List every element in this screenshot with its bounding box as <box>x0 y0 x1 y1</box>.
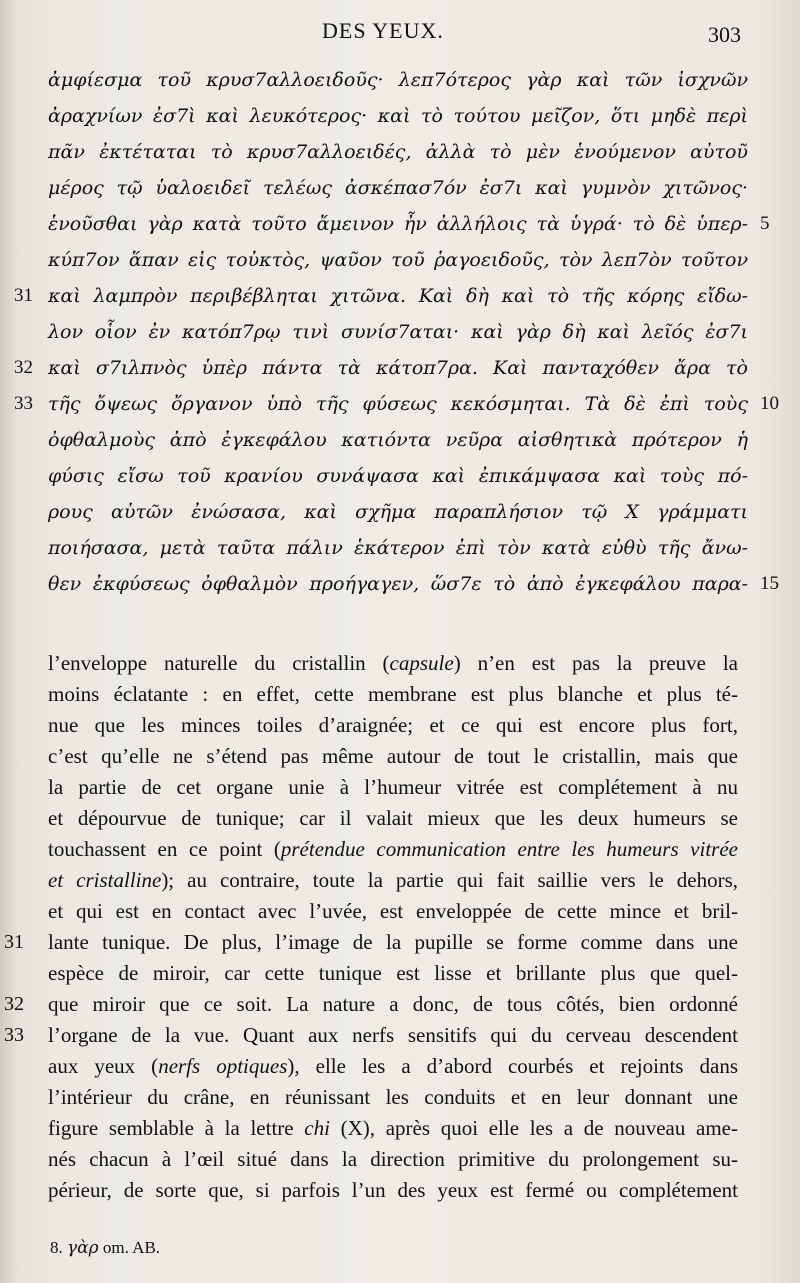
greek-line: φύσις εἴσω τοῦ κρανίου συνάψασα καὶ ἐπικάμψασα καὶ τοὺς πό- <box>48 465 748 487</box>
greek-line: καὶ σ7ιλπνὸς ὑπὲρ πάντα τὰ κάτοπ7ρα. Καὶ πανταχόθεν ἄρα τὸ <box>48 357 748 379</box>
french-line <box>48 1175 738 1206</box>
greek-left-margin-number: 32 <box>14 357 33 378</box>
french-line <box>48 741 738 772</box>
french-italic-text: prétendue communication entre les humeurs vitrée <box>280 837 738 861</box>
french-line <box>48 1144 738 1175</box>
greek-line: ἀμφίεσμα τοῦ κρυσ7αλλοειδοῦς· λεπ7ότερος γὰρ καὶ τῶν ἰσχνῶν <box>48 69 748 91</box>
french-line <box>48 958 738 989</box>
french-text: (X), après quoi elle les a de nouveau ame- <box>329 1116 738 1140</box>
french-italic-text: et cristalline <box>48 868 162 892</box>
greek-line-number: 15 <box>760 573 779 594</box>
french-left-margin-number: 31 <box>4 931 24 953</box>
french-line <box>48 648 738 679</box>
french-text: ); au contraire, toute la partie qui fait saillie vers le dehors, <box>161 868 738 892</box>
greek-line: θεν ἐκφύσεως ὀφθαλμὸν προήγαγεν, ὥσ7ε τὸ ἀπὸ ἐγκεφάλου παρα- <box>48 573 748 595</box>
greek-line: τῆς ὄψεως ὄργανον ὑπὸ τῆς φύσεως κεκόσμηται. Τὰ δὲ ἐπὶ τοὺς <box>48 393 748 415</box>
french-italic-text: nerfs optiques <box>158 1054 288 1078</box>
french-italic-text: capsule <box>389 651 454 675</box>
greek-line-number: 5 <box>760 213 770 234</box>
french-text: nue que les minces toiles d’araignée; et ce qui est encore plus fort, <box>48 713 738 737</box>
french-text: et qui est en contact avec l’uvée, est enveloppée de cette mince et bril- <box>48 899 738 923</box>
greek-line: λον οἷον ἐν κατόπ7ρῳ τινὶ συνίσ7αται· καὶ γὰρ δὴ καὶ λεῖός ἐσ7ι <box>48 321 748 343</box>
french-italic-text: chi <box>304 1116 330 1140</box>
french-line <box>48 927 738 958</box>
french-text: l’enveloppe naturelle du cristallin ( <box>48 651 390 675</box>
greek-line: μέρος τῷ ὑαλοειδεῖ τελέως ἀσκέπασ7όν ἐσ7ι καὶ γυμνὸν χιτῶνος· <box>48 177 748 199</box>
french-text: périeur, de sorte que, si parfois l’un des yeux est fermé ou complétement <box>48 1178 738 1202</box>
french-text: c’est qu’elle ne s’étend pas même autour de tout le cristallin, mais que <box>48 744 738 768</box>
french-left-margin-number: 33 <box>4 1024 24 1046</box>
french-text: que miroir que ce soit. La nature a donc, de tous côtés, bien ordonné <box>48 992 738 1016</box>
french-text: ), elle les a d’abord courbés et rejoints dans <box>287 1054 738 1078</box>
greek-line: ποιήσασα, μετὰ ταῦτα πάλιν ἑκάτερον ἐπὶ τὸν κατὰ εὐθὺ τῆς ἄνω- <box>48 537 748 559</box>
greek-line: ρους αὐτῶν ἐνώσασα, καὶ σχῆμα παραπλήσιον τῷ Χ γράμματι <box>48 501 748 523</box>
french-text: ) n’en est pas la preuve la <box>453 651 738 675</box>
french-line <box>48 834 738 865</box>
greek-left-margin-number: 31 <box>14 285 33 306</box>
footnote <box>50 1238 160 1258</box>
french-text: la partie de cet organe unie à l’humeur vitrée est complétement à nu <box>48 775 738 799</box>
french-text: et dépourvue de tunique; car il valait mieux que les deux humeurs se <box>48 806 738 830</box>
greek-line: ἑνοῦσθαι γὰρ κατὰ τοῦτο ἄμεινον ἦν ἀλλήλοις τὰ ὑγρά· τὸ δὲ ὑπερ- <box>48 213 748 235</box>
french-line <box>48 679 738 710</box>
french-text: espèce de miroir, car cette tunique est lisse et brillante plus que quel- <box>48 961 738 985</box>
footnote-number: 8. <box>50 1238 63 1257</box>
french-text: lante tunique. De plus, l’image de la pupille se forme comme dans une <box>48 930 738 954</box>
french-line <box>48 1113 738 1144</box>
greek-line: καὶ λαμπρὸν περιβέβληται χιτῶνα. Καὶ δὴ καὶ τὸ τῆς κόρης εἴδω- <box>48 285 748 307</box>
page-header <box>0 18 800 48</box>
french-line <box>48 1051 738 1082</box>
running-title: DES YEUX. <box>322 18 444 43</box>
french-left-margin-number: 32 <box>4 993 24 1015</box>
french-text: aux yeux ( <box>48 1054 159 1078</box>
french-text: l’organe de la vue. Quant aux nerfs sensitifs qui du cerveau descendent <box>48 1023 738 1047</box>
french-line <box>48 710 738 741</box>
page-number: 303 <box>708 22 741 47</box>
greek-line: πᾶν ἐκτέταται τὸ κρυσ7αλλοειδές, ἀλλὰ τὸ μὲν ἑνούμενον αὐτοῦ <box>48 141 748 163</box>
greek-left-margin-number: 33 <box>14 393 33 414</box>
french-text: moins éclatante : en effet, cette membrane est plus blanche et plus té- <box>48 682 738 706</box>
footnote-greek: γὰρ <box>67 1238 99 1258</box>
french-text: nés chacun à l’œil situé dans la direction primitive du prolongement su- <box>48 1147 738 1171</box>
french-line <box>48 989 738 1020</box>
french-line <box>48 865 738 896</box>
french-line <box>48 772 738 803</box>
french-line <box>48 803 738 834</box>
french-text: figure semblable à la lettre <box>48 1116 305 1140</box>
french-line <box>48 1082 738 1113</box>
footnote-text: om. AB. <box>102 1238 161 1257</box>
greek-line: ὀφθαλμοὺς ἀπὸ ἐγκεφάλου κατιόντα νεῦρα αἰσθητικὰ πρότερον ἡ <box>48 429 748 451</box>
french-line <box>48 896 738 927</box>
greek-line: κύπ7ον ἅπαν εἰς τοὐκτὸς, ψαῦον τοῦ ῥαγοειδοῦς, τὸν λεπ7ὸν τοῦτον <box>48 249 748 271</box>
greek-line: ἀραχνίων ἐσ7ὶ καὶ λευκότερος· καὶ τὸ τούτου μεῖζον, ὅτι μηδὲ περὶ <box>48 105 748 127</box>
greek-line-number: 10 <box>760 393 779 414</box>
french-text: touchassent en ce point ( <box>48 837 281 861</box>
french-line <box>48 1020 738 1051</box>
french-text: l’intérieur du crâne, en réunissant les conduits et en leur donnant une <box>48 1085 738 1109</box>
